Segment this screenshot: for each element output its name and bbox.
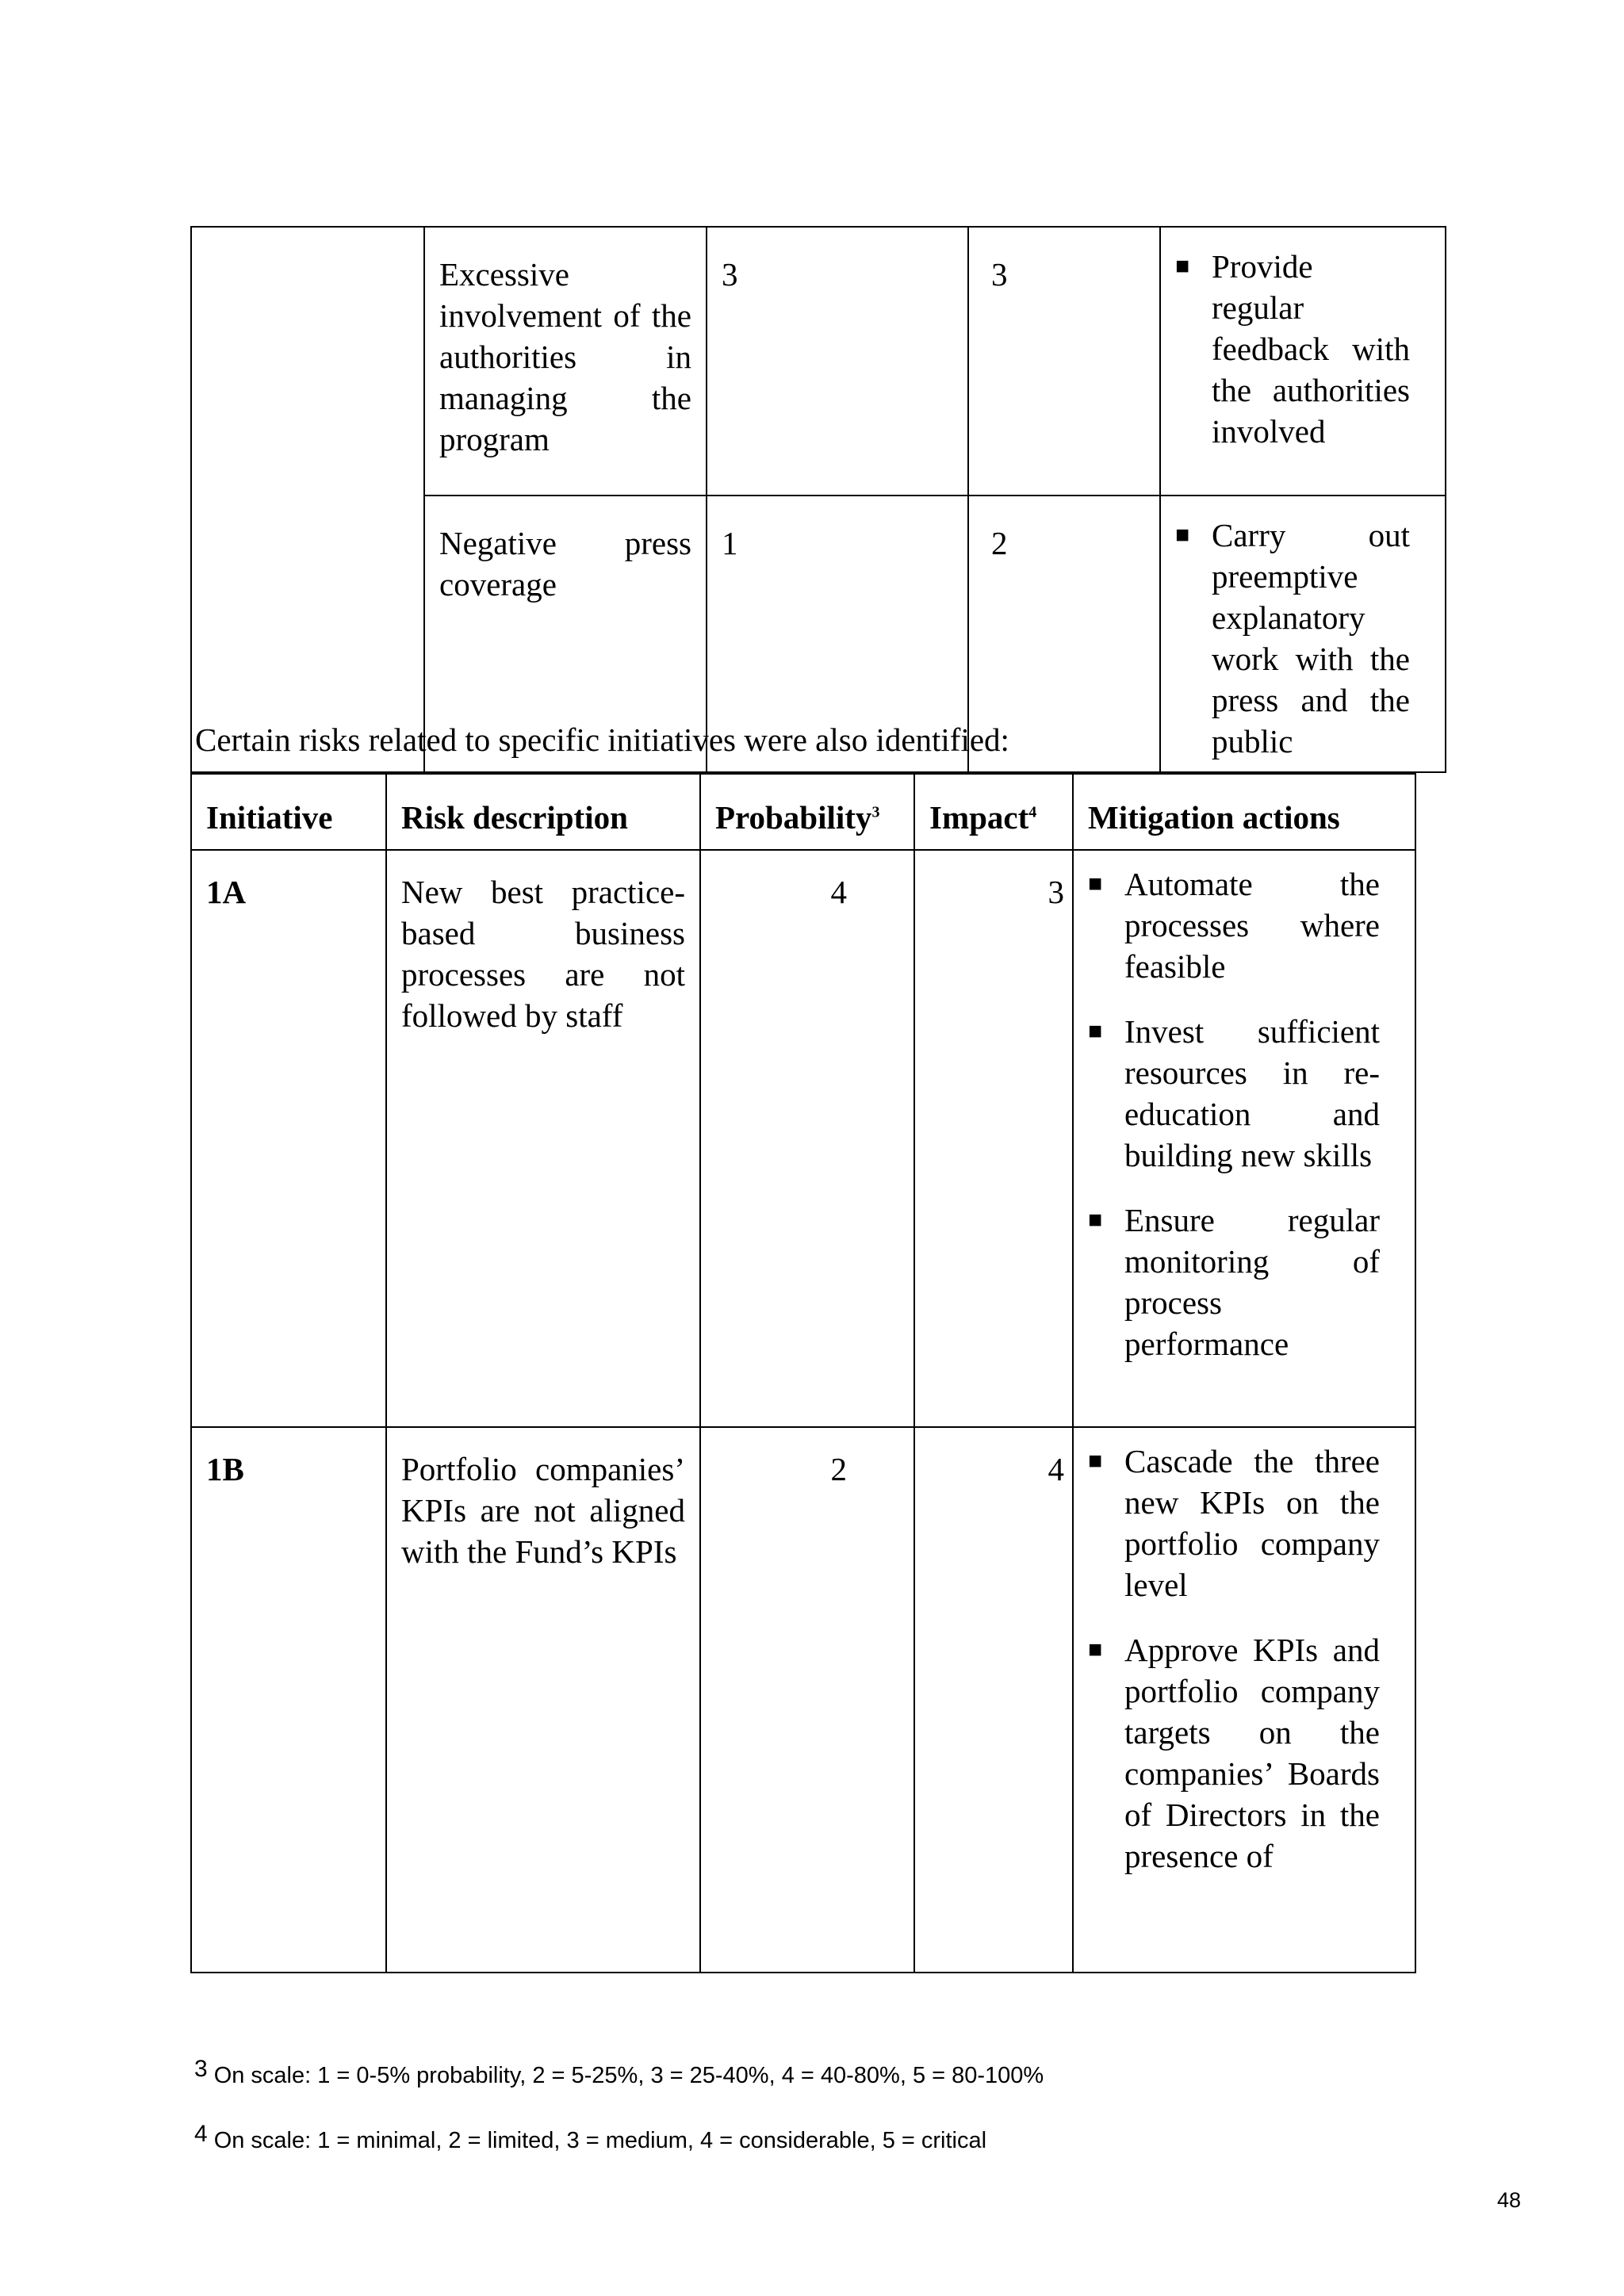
impact-value: 3	[1048, 874, 1064, 910]
mitigation-item: ■ Carry out preemptive explanatory work with the press and the public	[1161, 515, 1410, 762]
mitigation-item: ■ Provide regular feedback with the authorities involved	[1161, 246, 1410, 452]
table-row	[191, 227, 1446, 496]
probability-value: 4	[830, 874, 847, 910]
mitigation-cell	[1160, 227, 1446, 496]
probability-cell	[700, 1427, 914, 1973]
probability-value: 3	[722, 256, 738, 293]
impact-value: 2	[991, 525, 1008, 561]
probability-cell	[707, 227, 968, 496]
bullet-square-icon: ■	[1088, 871, 1103, 897]
impact-cell	[914, 850, 1073, 1427]
risk-description: Excessive involvement of the authorities in managing the program	[439, 256, 691, 457]
footnote-text: On scale: 1 = minimal, 2 = limited, 3 = medium, 4 = considerable, 5 = critical	[213, 2128, 987, 2153]
probability-value: 1	[722, 525, 738, 561]
mitigation-list	[1161, 246, 1410, 452]
impact-cell	[914, 1427, 1073, 1973]
risk-table-continued	[190, 226, 1446, 773]
footnote-ref: 3	[871, 803, 880, 821]
initiative-risk-table	[190, 773, 1416, 1973]
probability-cell	[700, 850, 914, 1427]
header-initiative: Initiative	[191, 774, 386, 850]
mitigation-item: ■ Cascade the three new KPIs on the portfolio company level	[1074, 1441, 1380, 1605]
bullet-square-icon: ■	[1088, 1448, 1103, 1474]
mitigation-cell	[1073, 1427, 1415, 1973]
bullet-square-icon: ■	[1088, 1636, 1103, 1663]
table-row	[191, 1427, 1415, 1973]
header-probability: Probability$^3$	[700, 774, 914, 850]
bullet-square-icon: ■	[1088, 1207, 1103, 1233]
mitigation-cell	[1073, 850, 1415, 1427]
footnote	[194, 2121, 987, 2155]
footnote-text: On scale: 1 = 0-5% probability, 2 = 5-25%, 3 = 25-40%, 4 = 40-80%, 5 = 80-100%	[213, 2063, 1044, 2088]
footnote-mark: 4	[194, 2121, 208, 2147]
mitigation-item: ■ Invest sufficient resources in re-education and building new skills	[1074, 1011, 1380, 1176]
table-row	[191, 850, 1415, 1427]
impact-value: 3	[991, 256, 1008, 293]
page-number: 48	[1496, 2188, 1521, 2212]
initiative-id: 1B	[191, 1427, 386, 1973]
mitigation-item: ■ Approve KPIs and portfolio company targets on the companies’ Boards of Directors in the presence of	[1074, 1629, 1380, 1877]
bullet-square-icon: ■	[1175, 253, 1190, 279]
footnote-mark: 3	[194, 2056, 208, 2082]
bullet-square-icon: ■	[1175, 522, 1190, 548]
header-risk-description: Risk description	[386, 774, 700, 850]
footnote-ref: 4	[1028, 803, 1037, 821]
risk-description-cell	[424, 227, 707, 496]
mitigation-list	[1074, 863, 1380, 1364]
intro-paragraph: Certain risks related to specific initiatives were also identified:	[195, 721, 1009, 758]
table-header-row	[191, 774, 1415, 850]
mitigation-list	[1074, 1441, 1380, 1877]
initiative-id: 1A	[191, 850, 386, 1427]
risk-description: Negative press coverage	[439, 525, 691, 603]
mitigation-item: ■ Automate the processes where feasible	[1074, 863, 1380, 987]
risk-description: Portfolio companies’ KPIs are not aligned with the Fund’s KPIs	[401, 1451, 685, 1570]
mitigation-cell	[1160, 496, 1446, 772]
header-mitigation: Mitigation actions	[1073, 774, 1415, 850]
impact-value: 4	[1048, 1451, 1064, 1487]
impact-cell	[968, 227, 1160, 496]
risk-description-cell	[386, 1427, 700, 1973]
footnote	[194, 2056, 1044, 2090]
empty-category-cell	[191, 227, 424, 772]
mitigation-item: ■ Ensure regular monitoring of process performance	[1074, 1200, 1380, 1364]
bullet-square-icon: ■	[1088, 1018, 1103, 1044]
probability-value: 2	[830, 1451, 847, 1487]
mitigation-list	[1161, 515, 1410, 762]
header-impact: Impact$^4$	[914, 774, 1073, 850]
risk-description: New best practice-based business processes are not followed by staff	[401, 874, 685, 1034]
risk-description-cell	[386, 850, 700, 1427]
